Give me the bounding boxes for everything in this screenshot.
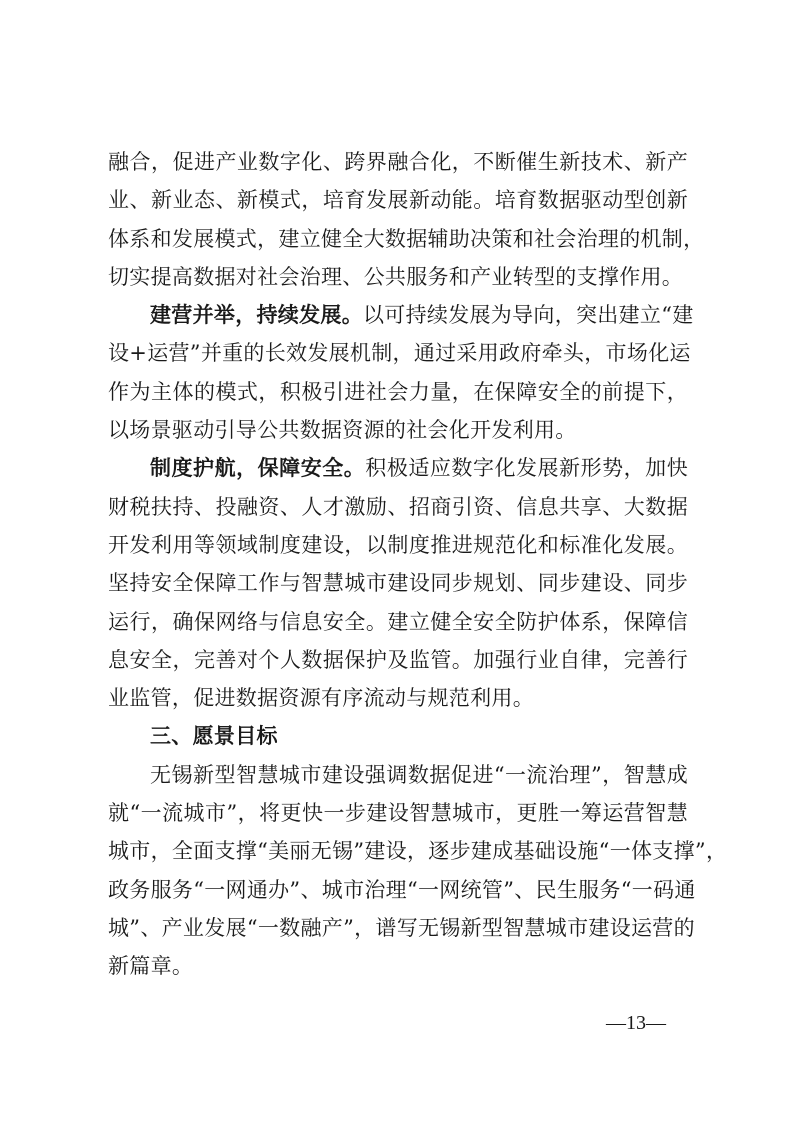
paragraph-2-line-4: 以场景驱动引导公共数据资源的社会化开发利用。	[108, 418, 577, 443]
paragraph-4-line-2: 就“一流城市”，将更快一步建设智慧城市，更胜一筹运营智慧	[108, 801, 688, 826]
paragraph-3-bold-lead: 制度护航，保障安全。	[150, 456, 366, 481]
document-body	[108, 143, 728, 986]
paragraph-3-first-rest: 积极适应数字化发展新形势，加快	[365, 456, 689, 481]
paragraph-3-line-6: 息安全，完善对个人数据保护及监管。加强行业自律，完善行	[108, 647, 688, 672]
paragraph-4-line-5: 城”、产业发展“一数融产”，谱写无锡新型智慧城市建设运营的	[108, 915, 695, 940]
paragraph-3-line-7: 业监管，促进数据资源有序流动与规范利用。	[108, 686, 534, 711]
paragraph-1-line-3: 体系和发展模式，建立健全大数据辅助决策和社会治理的机制，	[108, 226, 705, 251]
paragraph-4-line-6: 新篇章。	[108, 954, 194, 979]
paragraph-4-line-4: 政务服务“一网通办”、城市治理“一网统管”、民生服务“一码通	[108, 877, 696, 902]
paragraph-1-line-1: 融合，促进产业数字化、跨界融合化，不断催生新技术、新产	[108, 150, 688, 174]
paragraph-2-bold-lead: 建营并举，持续发展。	[150, 303, 363, 328]
paragraph-4-line-3: 城市，全面支撑“美丽无锡”建设，逐步建成基础设施“一体支撑”，	[108, 839, 728, 864]
paragraph-3-line-5: 运行，确保网络与信息安全。建立健全安全防护体系，保障信	[108, 609, 688, 634]
paragraph-2-line-2: 设+运营”并重的长效发展机制，通过采用政府牵头，市场化运	[108, 341, 691, 366]
paragraph-1-line-4: 切实提高数据对社会治理、公共服务和产业转型的支撑作用。	[108, 264, 684, 289]
paragraph-2-first-rest: 以可持续发展为导向，突出建立“建	[363, 303, 694, 328]
paragraph-1-line-2: 业、新业态、新模式，培育发展新动能。培育数据驱动型创新	[108, 188, 688, 213]
paragraph-2-line-3: 作为主体的模式，积极引进社会力量，在保障安全的前提下，	[108, 379, 688, 404]
paragraph-3-line-1	[108, 449, 688, 487]
paragraph-4-line-1: 无锡新型智慧城市建设强调数据促进“一流治理”，智慧成	[150, 762, 688, 787]
paragraph-3-line-2: 财税扶持、投融资、人才激励、招商引资、信息共享、大数据	[108, 494, 688, 519]
page-number: —13—	[606, 1012, 666, 1034]
paragraph-2-line-1	[108, 296, 694, 334]
section-heading: 三、愿景目标	[150, 724, 278, 749]
paragraph-3-line-3: 开发利用等领域制度建设，以制度推进规范化和标准化发展。	[108, 532, 688, 557]
paragraph-3-line-4: 坚持安全保障工作与智慧城市建设同步规划、同步建设、同步	[108, 571, 688, 596]
